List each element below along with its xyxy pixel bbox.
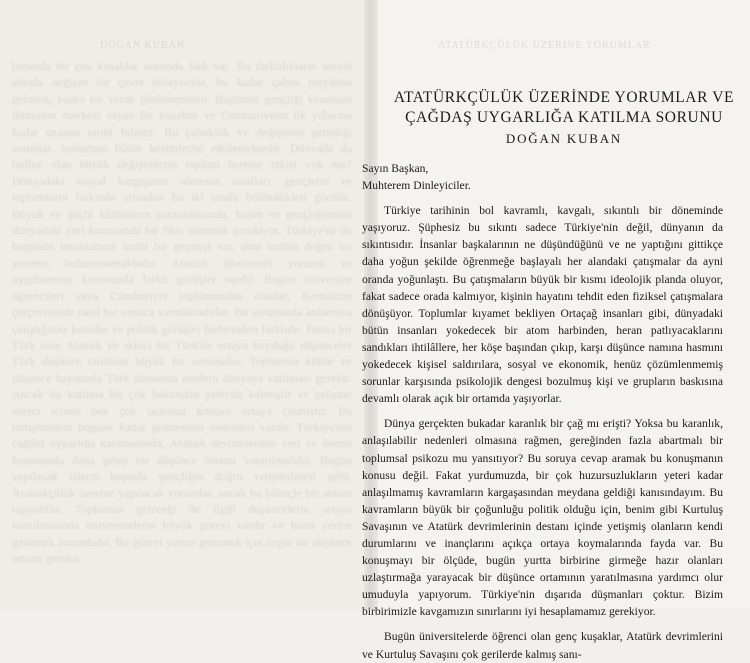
left-page bbox=[0, 0, 372, 609]
left-page-show-through-text: lonunda bir çok kuşaklar arasında fark var. Bu farklılıkların sosyal alanda değişen bir çevre dolayısıyla, bu kadar çabuk meydana gelmesi, başka bir yerde görülmemiştir. Bugünün gençliği kendisini dünyanın merkezi sayan bir kuşaktır ve Cumhuriyetin ilk yıllarına kadar uzanan tarihi bilmez. Bu çabukluk ve değişimin getirdiği sorunlar, toplumun bütün kesimlerini etkilemektedir. Dünyada da tarihte olan büyük değişimlerin toplum üzerine etkisi yok mu? Dünyadaki sosyal kargaşanın olumsuz tarafları, gençlerin ve toplumların farkında olmadan bu iki tarafa bölündükleri görülür. Büyük ve güçlü kültürlerin yaratılmasında, bizim ve gençliğimizin dünyadaki yeri konusunda bir fikir edinmek gerekiyor. Türkiye'de de bugünün insanlarının tarihi bir geçmişi var, ama tarihin doğru bir yorumu bulunamamaktadır. Atatürk ilkelerinin yorumu ve uygulanması konusunda farklı görüşler vardır. Bugün üniversite öğrencileri veya Cumhuriyet toplumundan olanlar, Kemalizm çerçevesinde nasıl bir sonuca varmaktadırlar. Bu sorunlarda anlamaya çalıştığımız konular ve politik görüşler birbirinden farklıdır. Batıcı bir Türk olan Atatürk ile ikinci bir Türk'ün ortaya koyduğu düşünceler Türk düşünce tarihinin büyük bir sorunudur. Toplumun kültür ve düşünce hayatında Türk ulusunun modern dünyaya katılması gerekir. Ancak bu katılma bir çok bakımdan yetersiz kalmıştır ve gelişme süreci içinde pek çok tartışma konusu ortaya çıkmıştır. Bu tartışmaların bugüne kadar gelmesinin nedenleri vardır. Türkiye'nin çağdaş uygarlığa katılmasında, Atatürk devrimlerinin yeri ve önemi konusunda daha geniş bir düşünce ortamı yaratılmalıdır. Bugün yapılacak işlerin başında gençliğin doğru yetiştirilmesi gelir. Atatürkçülük üzerine yapılacak yorumlar, ancak bu bilinçle bir anlam taşıyabilir. Toplumun geleceği ile ilgili düşüncelerin ortaya konulmasında üniversitelerin büyük görevi vardır ve bunu yerine getirmek zorundadır. Bu görevi yerine getirmek için özgür bir düşünce ortamı gerekir. bbox=[12, 59, 352, 566]
right-page bbox=[362, 0, 750, 661]
author-name: DOĞAN KUBAN bbox=[505, 131, 623, 146]
salutation-line: Muhterem Dinleyiciler. bbox=[362, 179, 471, 193]
body-paragraph: Bugün üniversitelerde öğrenci olan genç kuşaklar, Atatürk devrimlerini ve Kurtuluş Savaşını çok gerilerde kalmış sanı- bbox=[362, 630, 723, 661]
body-paragraph: Türkiye tarihinin bol kavramlı, kavgalı, sıkıntılı bir döneminde yaşıyoruz. Şüphesiz bu sıkıntı sadece Türkiye'nin değil, dünyanın da sıkıntısıdır. İnsanlar başkalarının ne düşündüğünü ve ne yaptığını gittikçe daha yoğun şekilde öğrenmeğe başlayalı her alandaki çatışmalar da ayni oranda yoğunlaştı. Bu çatışmaların büyük bir kısmı ideolojik planda oluyor, fakat sadece orada kalmıyor, kişinin hayatını tehdit eden fiziksel çatışmalara dönüşüyor. Toplumlar kıyamet bekliyen Ortaçağ insanları gibi, dünyadaki bütün insanları yokedecek bir atom harbinden, heran patlıyacaklarını sandıkları ihtilâllere, her köşe başından çıkıp, karşı düşünce namına hasmını yokedecek kişisel saldırılara, sosyal ve ekonomik, henüz çözümlenmemiş sorunlar karşısında psikolojik dengesi bozulmuş kişi ve grupların baskısına devamlı olarak açık bir ortamda yaşıyorlar. bbox=[362, 204, 723, 406]
right-running-head: ATATÜRKÇÜLÜK ÜZERİNE YORUMLAR bbox=[438, 40, 651, 51]
title-line-2: ÇAĞDAŞ UYGARLIĞA KATILMA SORUNU bbox=[405, 109, 723, 126]
body-paragraph: Dünya gerçekten bukadar karanlık bir çağ mı erişti? Yoksa bu karanlık, anlaşılabilir nedenleri olmasına rağmen, gereğinden fazla abartmalı bir toplumsal psikozu mu yansıtıyor? Bu soruya cevap aramak bu konuşmanın konusu değil. Fakat yurdumuzda, bir çok huzursuzlukların yeteri kadar anlaşılmamış kavramların kargaşasından meydana geldiği kanısındayım. Bu kavramların büyük bir çoğunluğu politik olduğu için, benim gibi Kurtuluş Savaşının ve Atatürk devrimlerinin destanı içinde yetişmiş olanların kendi durumlarını ve inançlarını açıkça ortaya koymalarında fayda var. Bu konuşmayı bir ölçüde, bugün yurtta birbirine girmeğe hazır olanları uzlaştırmağa yarayacak bir düşünce ortamının yaratılmasına yardımcı olur umuduyla yapıyorum. Türkiye'nin dışarıda düşmanları çoktur. Bizim birbirimizle kavgamızın sınırlarını iyi hesaplamamız gerekiyor. bbox=[362, 417, 723, 619]
title-line-1: ATATÜRKÇÜLÜK ÜZERİNDE YORUMLAR VE bbox=[393, 89, 735, 106]
left-running-head: DOĞAN KUBAN bbox=[100, 40, 186, 51]
article-title bbox=[378, 88, 750, 128]
salutation-line: Sayın Başkan, bbox=[362, 162, 429, 175]
article-body bbox=[362, 160, 723, 663]
